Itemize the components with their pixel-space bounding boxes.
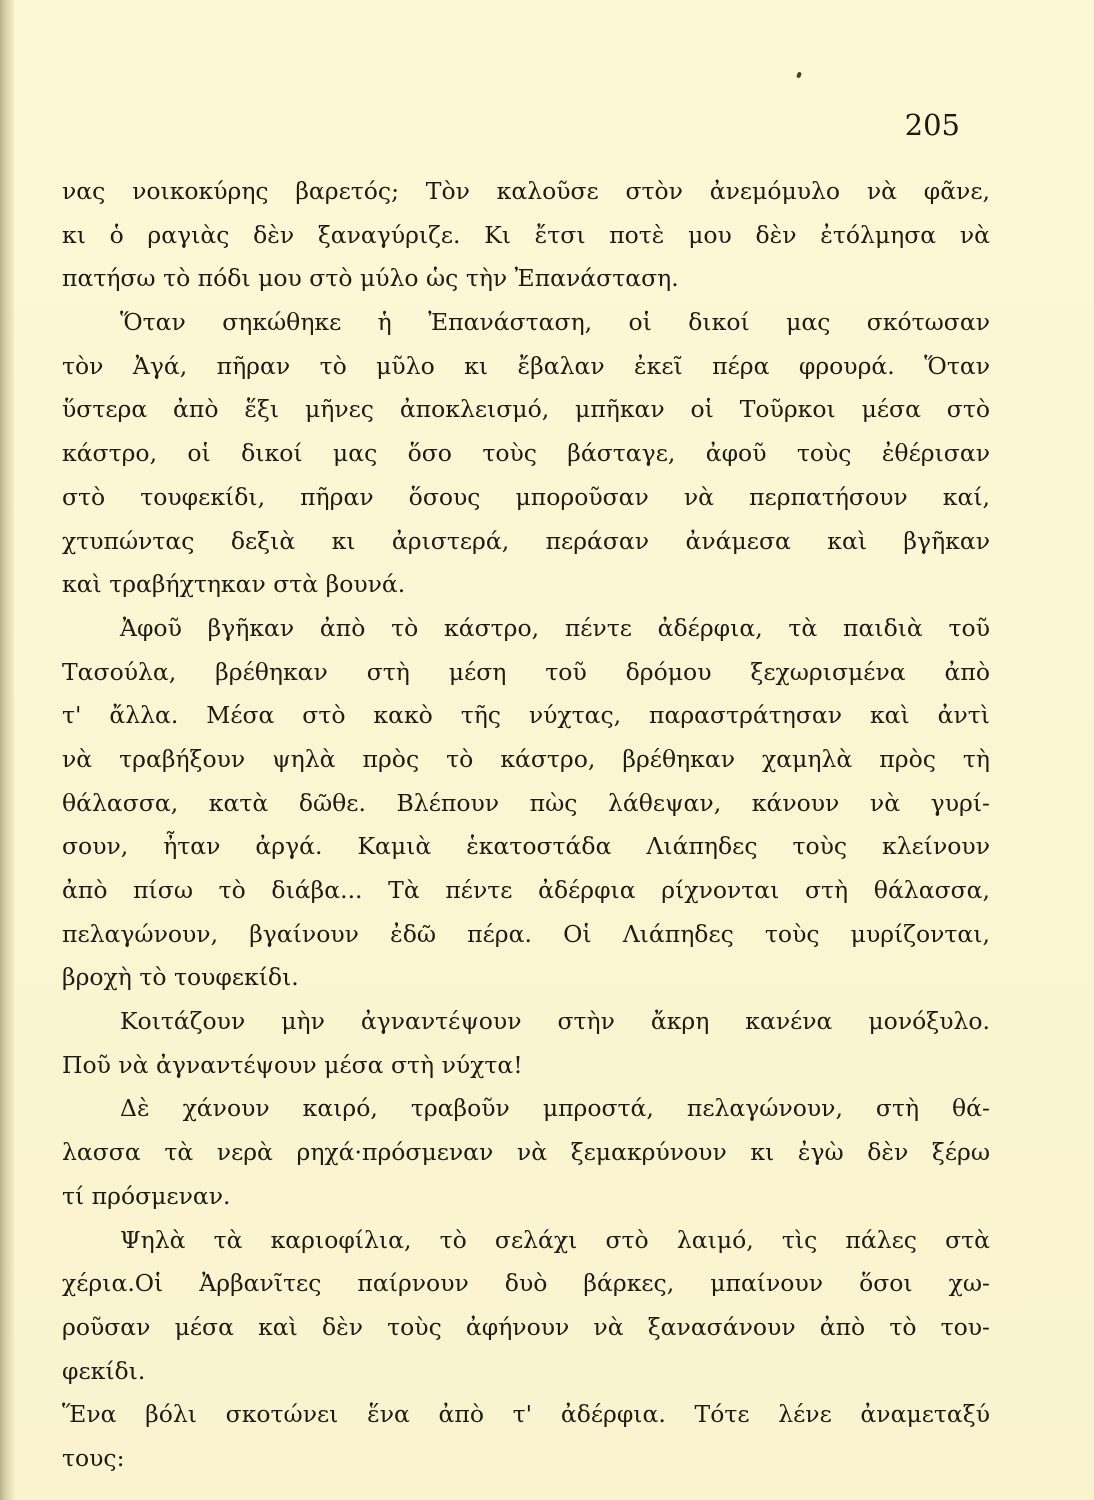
- text-line: χέρια.Οἱ Ἀρβανῖτες παίρνουν δυὸ βάρκες, μπαίνουν ὅσοι χω-: [62, 1269, 990, 1298]
- text-line: Ποῦ νὰ ἀγναντέψουν μέσα στὴ νύχτα!: [62, 1050, 523, 1079]
- page-number: 205: [904, 108, 960, 142]
- text-line: νας νοικοκύρης βαρετός; Τὸν καλοῦσε στὸν ἀνεμόμυλο νὰ φᾶνε,: [62, 177, 990, 205]
- text-line: πελαγώνουν, βγαίνουν ἐδῶ πέρα. Οἱ Λιάπηδες τοὺς μυρίζονται,: [62, 919, 990, 948]
- text-line: κάστρο, οἱ δικοί μας ὅσο τοὺς βάσταγε, ἀφοῦ τοὺς ἐθέρισαν: [62, 439, 990, 468]
- text-line: σουν, ἦταν ἀργά. Καμιὰ ἑκατοστάδα Λιάπηδες τοὺς κλείνουν: [62, 832, 990, 861]
- page-spine-shadow: [0, 0, 14, 1500]
- text-line: τ' ἄλλα. Μέσα στὸ κακὸ τῆς νύχτας, παραστράτησαν καὶ ἀντὶ: [62, 701, 990, 730]
- text-line: Ὅταν σηκώθηκε ἡ Ἐπανάσταση, οἱ δικοί μας σκότωσαν: [120, 308, 990, 337]
- text-line: λασσα τὰ νερὰ ρηχά·πρόσμεναν νὰ ξεμακρύνουν κι ἐγὼ δὲν ξέρω: [62, 1138, 990, 1167]
- text-line: Δὲ χάνουν καιρό, τραβοῦν μπροστά, πελαγώνουν, στὴ θά-: [120, 1094, 990, 1123]
- text-line: θάλασσα, κατὰ δῶθε. Βλέπουν πὼς λάθεψαν, κάνουν νὰ γυρί-: [62, 788, 990, 817]
- text-line: νὰ τραβήξουν ψηλὰ πρὸς τὸ κάστρο, βρέθηκαν χαμηλὰ πρὸς τὴ: [62, 744, 990, 773]
- text-line: Κοιτάζουν μὴν ἀγναντέψουν στὴν ἄκρη κανένα μονόξυλο.: [120, 1007, 990, 1036]
- text-line: Τασούλα, βρέθηκαν στὴ μέση τοῦ δρόμου ξεχωρισμένα ἀπὸ: [62, 657, 990, 686]
- text-line: τους:: [62, 1443, 125, 1472]
- text-line: Ψηλὰ τὰ καριοφίλια, τὸ σελάχι στὸ λαιμό, τὶς πάλες στὰ: [120, 1225, 990, 1254]
- text-line: ὕστερα ἀπὸ ἕξι μῆνες ἀποκλεισμό, μπῆκαν οἱ Τοῦρκοι μέσα στὸ: [62, 395, 990, 424]
- text-line: βροχὴ τὸ τουφεκίδι.: [62, 963, 299, 992]
- text-line: στὸ τουφεκίδι, πῆραν ὅσους μποροῦσαν νὰ περπατήσουν καί,: [62, 482, 990, 511]
- text-line: καὶ τραβήχτηκαν στὰ βουνά.: [62, 570, 406, 599]
- text-line: ἀπὸ πίσω τὸ διάβα... Τὰ πέντε ἀδέρφια ρίχνονται στὴ θάλασσα,: [62, 876, 990, 904]
- text-line: κι ὁ ραγιὰς δὲν ξαναγύριζε. Κι ἔτσι ποτὲ μου δὲν ἐτόλμησα νὰ: [62, 220, 990, 249]
- text-line: πατήσω τὸ πόδι μου στὸ μύλο ὡς τὴν Ἐπανάσταση.: [62, 264, 679, 293]
- text-line: τὸν Ἀγά, πῆραν τὸ μῦλο κι ἔβαλαν ἐκεῖ πέρα φρουρά. Ὅταν: [62, 351, 990, 380]
- text-line: φεκίδι.: [62, 1356, 146, 1385]
- text-line: τί πρόσμεναν.: [62, 1181, 231, 1210]
- ink-speck: [796, 71, 802, 78]
- text-line: χτυπώντας δεξιὰ κι ἀριστερά, περάσαν ἀνάμεσα καὶ βγῆκαν: [62, 526, 990, 555]
- text-line: ροῦσαν μέσα καὶ δὲν τοὺς ἀφήνουν νὰ ξανασάνουν ἀπὸ τὸ του-: [62, 1312, 990, 1341]
- text-line: Ἕνα βόλι σκοτώνει ἕνα ἀπὸ τ' ἀδέρφια. Τότε λένε ἀναμεταξύ: [62, 1400, 990, 1429]
- text-line: Ἀφοῦ βγῆκαν ἀπὸ τὸ κάστρο, πέντε ἀδέρφια, τὰ παιδιὰ τοῦ: [120, 613, 990, 642]
- body-text: [62, 170, 990, 1481]
